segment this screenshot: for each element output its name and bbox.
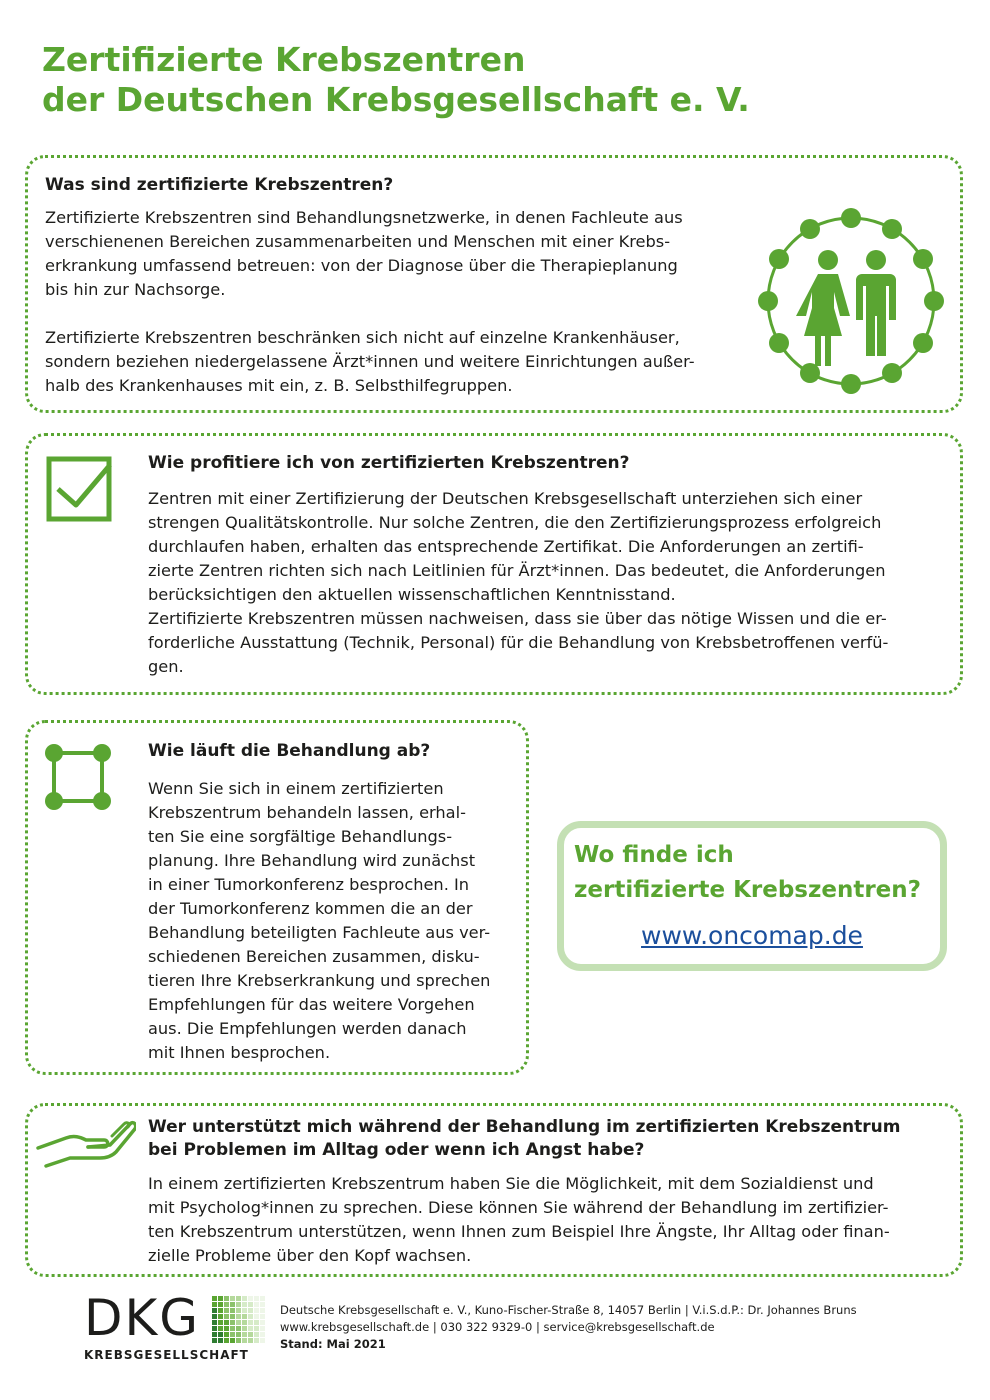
people-network-icon [756,206,946,396]
section-what [25,155,963,413]
footer-date: Stand: Mai 2021 [280,1337,386,1351]
section-support-heading: Wer unterstützt mich während der Behandlung im zertifizierten Krebszentrum bei Problemen im Alltag oder wenn ich Angst habe? [148,1117,901,1160]
section-benefit-paragraph: Zentren mit einer Zertifizierung der Deutschen Krebsgesellschaft unterziehen sich einer strengen Qualitätskontrolle. Nur solche Zentren, die den Zertifizierungsprozess erfolgreich durchlaufen haben, erhalten das entsprechende Zertifikat. Die Anforderungen an zertifi- zierte Zentren richten sich nach Leitlinien für Ärzt*innen. Das bedeutet, die Anforderungen berücksichtigen den aktuellen wissenschaftlichen Kenntnisstand. Zertifizierte Krebszentren müssen nachweisen, dass sie über das nötige Wissen und die er- forderliche Ausstattung (Technik, Personal) für die Behandlung von Krebsbetroffenen verfü- gen. [148,489,889,676]
section-process [25,720,529,1075]
callout-line-2: zertifizierte Krebszentren? [574,877,921,903]
footer-address: Deutsche Krebsgesellschaft e. V., Kuno-Fischer-Straße 8, 14057 Berlin | V.i.S.d.P.: Dr. Johannes Bruns [280,1303,857,1317]
find-centers-callout [557,821,947,971]
logo-wordmark: DKG [84,1289,201,1347]
oncomap-link[interactable]: www.oncomap.de [641,921,863,950]
section-what-paragraph-1: Zertifizierte Krebszentren sind Behandlungsnetzwerke, in denen Fachleute aus verschienenen Bereichen zusammenarbeiten und Menschen mit einer Krebs- erkrankung umfassend betreuen: von der Diagnose über die Therapieplanung bis hin zur Nachsorge. [45,208,683,299]
footer-contact [280,1302,857,1353]
section-process-paragraph: Wenn Sie sich in einem zertifizierten Krebszentrum behandeln lassen, erhal- ten Sie eine sorgfältige Behandlungs- planung. Ihre Behandlung wird zunächst in einer Tumorkonferenz besprochen. In der Tumorkonferenz kommen die an der Behandlung beteiligten Fachleute aus ver- schiedenen Bereichen zusammen, disku- tieren Ihre Krebserkrankung und sprechen Empfehlungen für das weitere Vorgehen aus. Die Empfehlungen werden danach mit Ihnen besprochen. [148,779,491,1062]
section-what-heading: Was sind zertifizierte Krebszentren? [45,175,394,195]
connected-nodes-icon [44,743,112,811]
page-title [42,40,750,120]
logo-dot-grid-icon [212,1296,268,1346]
logo-subtitle: KREBSGESELLSCHAFT [84,1348,249,1362]
section-what-paragraph-2: Zertifizierte Krebszentren beschränken sich nicht auf einzelne Krankenhäuser, sondern beziehen niedergelassene Ärzt*innen und weitere Einrichtungen außer- halb des Krankenhauses mit ein, z. B. Selbsthilfegruppen. [45,328,695,395]
helping-hand-icon [36,1118,136,1168]
footer-web-contact: www.krebsgesellschaft.de | 030 322 9329-0 | service@krebsgesellschaft.de [280,1320,715,1334]
page-title-line-1: Zertifizierte Krebszentren [42,40,526,79]
section-benefit [25,433,963,695]
section-support [25,1103,963,1277]
checkbox-icon [46,451,114,523]
page-title-line-2: der Deutschen Krebsgesellschaft e. V. [42,80,750,119]
callout-line-1: Wo finde ich [574,842,734,868]
section-benefit-heading: Wie profitiere ich von zertifizierten Krebszentren? [148,453,630,473]
section-process-heading: Wie läuft die Behandlung ab? [148,741,431,761]
section-support-paragraph: In einem zertifizierten Krebszentrum haben Sie die Möglichkeit, mit dem Sozialdienst und mit Psycholog*innen zu sprechen. Diese können Sie während der Behandlung im zertifizier- ten Krebszentrum unterstützen, wenn Ihnen zum Beispiel Ihre Ängste, Ihr Alltag oder finan- zielle Probleme über den Kopf wachsen. [148,1174,890,1265]
